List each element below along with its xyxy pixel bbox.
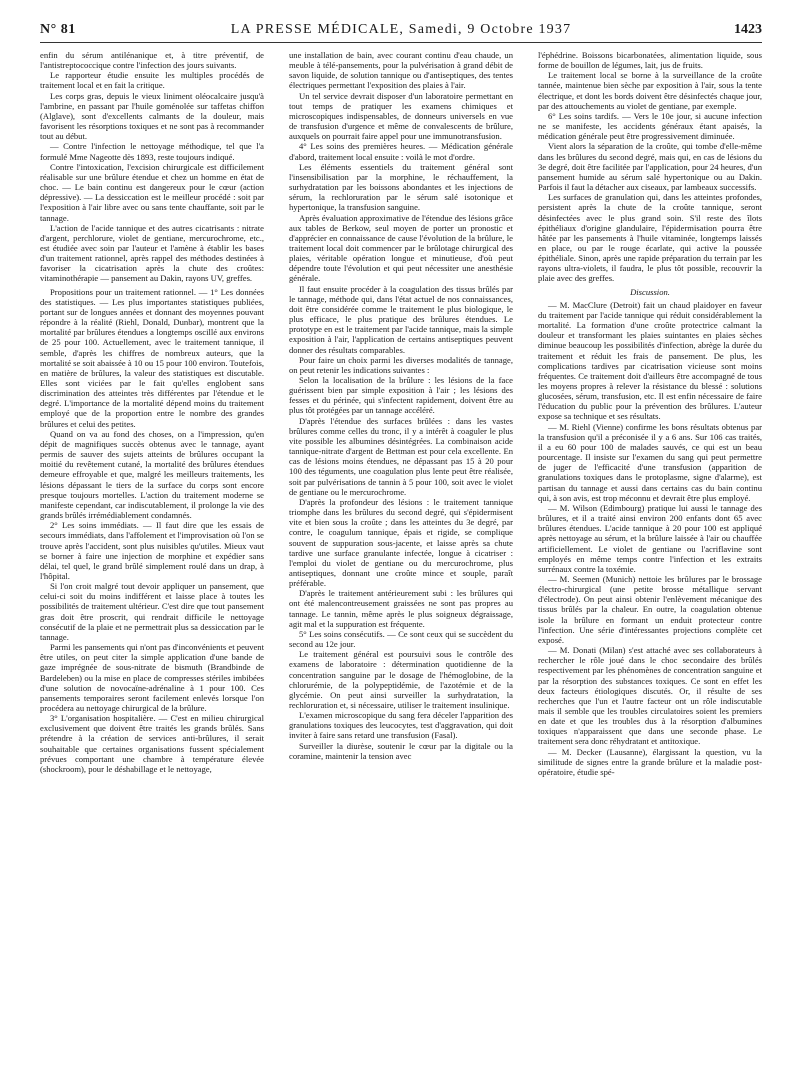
paragraph: Parmi les pansements qui n'ont pas d'inconvénients et peuvent être utiles, on peut citer la simple application d'une bande de gaze imprégnée de sous-nitrate de bismuth (Brandbinde de Bardeleben) ou la mise en place de compresses stériles imbibées d'une solution de novocaïne-adrénaline à 1 pour 100. Ces pansements temporaires seront facilement enlevés lorsque l'on procédera au nettoyage chirurgical de la brûlure. [40, 642, 264, 713]
paragraph: Pour faire un choix parmi les diverses modalités de tannage, on peut retenir les indications suivantes : [289, 354, 513, 375]
paragraph: Contre l'intoxication, l'excision chirurgicale est difficilement réalisable sur une brûlure étendue et chez un homme en état de choc. — Le bain continu est dangereux pour le cœur (action dépressive). — La dessiccation est le meilleur procédé : soit par l'exposition à l'air libre avec ou sans tente chauffante, soit par le tannage. [40, 161, 264, 223]
paragraph: — M. Riehl (Vienne) confirme les bons résultats obtenus par la transfusion qu'il a préconisée il y a 6 ans. Sur 106 cas traités, il a eu 60 pour 100 de malades sauvés, ce qui est un beau pourcentage. Il insiste sur l'examen du sang qui peut permettre de juger de l'efficacité d'une transfusion (apparition de granulations toxiques dans le protoplasme, signe d'alarme), est partisan du tannage et aussi dans certains cas du bain continu qui, à son avis, est trop méconnu et devrait être plus employé. [538, 421, 762, 503]
paragraph: Les surfaces de granulation qui, dans les atteintes profondes, persistent après la chute de la croûte tannique, seront désinfectées avec le plus grand soin. S'il reste des îlots épithéliaux d'origine glandulaire, l'épidermisation pourra être hâtée par les pansements à l'huile vitaminée, longtemps laissés en place, ou par le rouge écarlate, qui active la poussée épithéliale. Sinon, après une rapide préparation du terrain par les rayons ultra-violets, il faudra, le plus tôt possible, recouvrir la plaie avec des greffes. [538, 192, 762, 284]
paragraph: une installation de bain, avec courant continu d'eau chaude, un meuble à télé-pansements, pour la pulvérisation à grand débit de savon liquide, de solution tannique ou d'antiseptiques, des tentes électriques permettant l'exposition des plaies à l'air. [289, 50, 513, 91]
paragraph: Quand on va au fond des choses, on a l'impression, qu'en dépit de magnifiques succès obtenus avec le tannage, ayant permis de sauver des sujets atteints de brûlures occupant la moitié du revêtement cutané, la mortalité des brûlures étendues demeure effroyable et que, malgré les meilleurs traitements, les lésions dépassant le tiers de la surface du corps sont encore presque toujours mortelles. L'action du traitement moderne se manifeste cependant, car indiscutablement, il prolonge la vie des grands brûlés irrémédiablement condamnés. [40, 428, 264, 521]
column-3 [538, 50, 762, 1065]
paragraph: Surveiller la diurèse, soutenir le cœur par la digitale ou la coramine, maintenir la tension avec [289, 740, 513, 761]
issue-date: , Samedi, 9 Octobre 1937 [399, 22, 572, 37]
journal-title [40, 22, 762, 38]
issue-number: N° 81 [40, 22, 76, 37]
paragraph: — M. Donati (Milan) s'est attaché avec ses collaborateurs à rechercher le rôle joué dans le choc secondaire des brûlés respectivement par les phénomènes de concentration sanguine et par la résorption des substances toxiques. Ce sont en effet les deux facteurs étiologiques discutés. Or, il résulte de ses recherches que l'un et l'autre facteur ont un rôle indiscutable mais il semble que les troubles circulatoires soient les premiers en date et que les troubles dus à la résorption d'albumines toxiques n'apparaissent que dans une seconde phase. Le traitement sera donc réhydratant et antitoxique. [538, 645, 762, 747]
paragraph: Le traitement général est poursuivi sous le contrôle des examens de laboratoire : détermination quotidienne de la concentration sanguine par le dosage de l'hémoglobine, de la chlorurémie, de la polypeptidémie, de l'azotémie et de la glycémie. On peut ainsi surveiller la surhydratation, la rechloruration et, si nécessaire, utiliser le traitement insulinique. [289, 649, 513, 710]
journal-title-part-a: A [240, 22, 256, 37]
paragraph: — M. Seemen (Munich) nettoie les brûlures par le brossage électro-chirurgical (une petite brosse métallique servant d'électrode). On peut ainsi obtenir l'enlèvement mécanique des tissus brûlés par la chaleur. En outre, la coagulation obtenue isole la brûlure en formant un enduit protecteur contre l'infection. Une série d'intéressantes projections complète cet exposé. [538, 573, 762, 645]
paragraph: Après évaluation approximative de l'étendue des lésions grâce aux tables de Berkow, seul moyen de porter un pronostic et d'apprécier en connaissance de cause l'évolution de la brûlure, le traitement local doit commencer par le brûlotage chirurgical des plaies, véritable opération longue et minutieuse, d'où peut dépendre toute l'évolution et qui peut nécessiter une anesthésie générale. [289, 212, 513, 284]
column-2 [289, 50, 513, 1065]
column-1 [40, 50, 264, 1065]
masthead [40, 20, 762, 42]
paragraph: L'examen microscopique du sang fera déceler l'apparition des granulations toxiques des leucocytes, test d'aggravation, qui doit inviter à faire sans retard une transfusion (Fasal). [289, 710, 513, 741]
header-rule [40, 42, 762, 43]
paragraph: — Contre l'infection le nettoyage méthodique, tel que l'a formulé Mme Nageotte dès 1893, reste toujours indiqué. [40, 141, 264, 162]
paragraph: 5° Les soins consécutifs. — Ce sont ceux qui se succèdent du second au 12e jour. [289, 628, 513, 650]
paragraph: Les corps gras, depuis le vieux liniment oléocalcaire jusqu'à l'ambrine, en passant par l'huile goménolée sur taffetas chiffon (Alglave), sont d'excellents calmants de la douleur, mais favorisent les résorptions toxiques et ne sont pas à recommander tout au début. [40, 90, 264, 142]
paragraph: L'action de l'acide tannique et des autres cicatrisants : nitrate d'argent, perchlorure, violet de gentiane, mercurochrome, etc., est étudiée avec soin par l'auteur et l'amène à établir les bases d'un traitement rationnel, après rappel des méthodes destinées à favoriser la cicatrisation après la chute des croûtes: vitaminothérapie — pansement au Dakin, rayons UV, greffes. [40, 222, 264, 284]
journal-title-initial-l: L [230, 22, 241, 37]
paragraph: enfin du sérum antilénanique et, à titre préventif, de l'antistreptococcique contre l'infection des jours suivants. [40, 50, 264, 71]
paragraph: Si l'on croit malgré tout devoir appliquer un pansement, que celui-ci soit du moins indifférent et laisse place à toutes les possibilités de traitement ultérieur. C'est dire que tout pansement gras doit être proscrit, qui rendrait difficile le nettoyage consécutif de la plaie et ne permettrait plus sa dessiccation par le tannage. [40, 581, 264, 642]
paragraph: 2° Les soins immédiats. — Il faut dire que les essais de secours immédiats, dans l'affolement et l'improvisation où l'on se trouve après l'accident, sont plus nuisibles qu'utiles. Mieux vaut se borner à faire une injection de morphine et expédier sans délai, tel quel, le grand brûlé simplement roulé dans un drap, à l'hôpital. [40, 520, 264, 581]
paragraph: Selon la localisation de la brûlure : les lésions de la face guérissent bien par simple exposition à l'air ; les lésions des fesses et du périnée, qui s'infectent rapidement, doivent être au plus tôt protégées par un tannage accéléré. [289, 375, 513, 416]
journal-title-part-e: ÉDICALE [331, 22, 400, 37]
paragraph: 3° L'organisation hospitalière. — C'est en milieu chirurgical exclusivement que doivent être traités les grands brûlés. Sans prétendre à la création de services anti-brûlures, il serait souhaitable que certaines organisations fussent spécialement prévues comportant une chambre à température élevée (shockroom), pour le déshabillage et le nettoyage, [40, 713, 264, 774]
paragraph: — M. Wilson (Edimbourg) pratique lui aussi le tannage des brûlures, et il a traité ainsi environ 200 enfants dont 65 avec brûlures étendues. L'acide tannique à 20 pour 100 est appliqué après nettoyage au sérum, et la brûlure laissée à l'air ou chauffée artificiellement. Le violet de gentiane ou l'acriflavine sont employés en même temps contre l'infection et les extraits surrénaux contre la toxémie. [538, 502, 762, 574]
journal-title-initial-m: M [317, 22, 332, 37]
paragraph: — M. Decker (Lausanne), élargissant la question, vu la similitude de signes entre la grande brûlure et la maladie post-opératoire, étudie spé- [538, 746, 762, 777]
journal-title-initial-p: P [255, 22, 265, 37]
section-heading-paragraph: Propositions pour un traitement rationnel. — 1° Les données des statistiques. — Les plus importantes statistiques publiées, portant sur de longues années et donnant des moyennes pouvant répondre à la réalité (Riehl, Donald, Dunbar), montrent que la mortalité par brûlures étendues a longtemps oscillé aux environs de 25 pour 100. Actuellement, avec le traitement tannique, il semble, d'après les chiffres de nombreux auteurs, que la mortalité se soit abaissée à 10 ou 15 pour 100 environ. Toutefois, en matière de brûlures, la valeur des statistiques est discutable. Elles sont viciées par le fait qu'elles englobent sans discrimination des atteintes très différentes par l'étendue et le degré. L'importance de la mortalité dépend moins du traitement employé que de la proportion entre le nombre des grandes brûlures et celui des petites. [40, 286, 264, 429]
paragraph: D'après le traitement antérieurement subi : les brûlures qui ont été malencontreusement graissées ne sont pas propres au tannage. Le tannin, même après le plus soigneux dégraissage, agit mal et la suppuration est fréquente. [289, 588, 513, 629]
paragraph: 4° Les soins des premières heures. — Médication générale d'abord, traitement local ensuite : voilà le mot d'ordre. [289, 141, 513, 162]
journal-title-part-c: RESSE [264, 22, 318, 37]
paragraph: 6° Les soins tardifs. — Vers le 10e jour, si aucune infection ne se manifeste, les accidents généraux étant apaisés, la médication générale peut être progressivement diminuée. [538, 110, 762, 142]
paragraph: l'éphédrine. Boissons bicarbonatées, alimentation liquide, sous forme de bouillon de légumes, lait, jus de fruits. [538, 50, 762, 71]
paragraph: Le traitement local se borne à la surveillance de la croûte tannée, maintenue bien sèche par exposition à l'air, sous la tente électrique, et dont les bords doivent être désinfectés chaque jour, par des attouchements au violet de gentiane, par exemple. [538, 70, 762, 111]
discussion-heading: Discussion. [630, 286, 670, 297]
page-number: 1423 [734, 22, 762, 37]
paragraph: Un tel service devrait disposer d'un laboratoire permettant en tout temps de pratiquer les examens chimiques et microscopiques indispensables, de donneurs universels en vue de transfusion d'urgence et même de convalescents de brûlure, auxquels on pourrait faire appel pour une immunotransfusion. [289, 90, 513, 142]
paragraph: Il faut ensuite procéder à la coagulation des tissus brûlés par le tannage, méthode qui, dans l'état actuel de nos connaissances, doit être considérée comme le traitement le plus biologique, le plus efficace, le plus pratique des brûlures étendues. Le prototype en est le traitement par l'acide tannique, mais la simple exposition à l'air, l'application de certains antiseptiques peuvent donner des résultats comparables. [289, 283, 513, 355]
paragraph: Vient alors la séparation de la croûte, qui tombe d'elle-même dans les brûlures du second degré, mais qui, en cas de lésions du 3e degré, doit être facilitée par l'application, pour 24 heures, d'un pansement humide au sérum salé hypertonique ou au Dakin. Parfois il faut la détacher aux ciseaux, par lambeaux successifs. [538, 141, 762, 193]
paragraph: Le rapporteur étudie ensuite les multiples procédés de traitement local et en fait la critique. [40, 70, 264, 91]
paragraph: D'après l'étendue des surfaces brûlées : dans les vastes brûlures comme celles du tronc, il y a intérêt à coaguler le plus vite possible les albumines désintégrées. La combinaison acide tannique-nitrate d'argent de Bettman est pour cela excellente. En cas de lésions moins étendues, ne dépassant pas 15 à 20 pour 100 des téguments, une coagulation plus lente peut être réalisée, soit par pulvérisations de tannin à 5 pour 100, soit avec le violet de gentiane ou le mercurochrome. [289, 415, 513, 497]
paragraph: — M. MacClure (Detroit) fait un chaud plaidoyer en faveur du traitement par l'acide tannique qui réduit considérablement la mortalité. La formation d'une croûte protectrice calmant la douleur et transformant les plaies suintantes en plaies sèches diminue beaucoup les possibilités d'infection, abrège la durée du traitement et réduit les frais de pansement. De plus, les complications tardives par cicatrisation vicieuse sont moins fréquentes. Ce traitement doit d'ailleurs être accompagné de tous les moyens propres à relever la résistance du blessé : solutions glucosées, sérum, transfusion, etc. Il est enfin nécessaire de faire l'éducation du public pour la prévention des brûlures. L'auteur expose sa technique et ses résultats. [538, 299, 762, 422]
paragraph: Les éléments essentiels du traitement général sont l'insensibilisation par la morphine, le réchauffement, la surhydratation par les boissons abondantes et les injections de sérum, la rechloruration par le sérum salé isotonique et hypertonique, la transfusion sanguine. [289, 161, 513, 213]
paragraph: D'après la profondeur des lésions : le traitement tannique triomphe dans les brûlures du second degré, qui s'épidermisent vite et bien sous la croûte ; dans les atteintes du 3e degré, par contre, le coagulum tannique, épais et rigide, se complique souvent de suppuration sous-jacente, et laisse après sa chute tardive une surface granulante infectée, longue à cicatriser : l'emploi du violet de gentiane ou du mercurochrome, plus antiseptiques, donnant une croûte mince et souple, paraît préférable. [289, 496, 513, 589]
